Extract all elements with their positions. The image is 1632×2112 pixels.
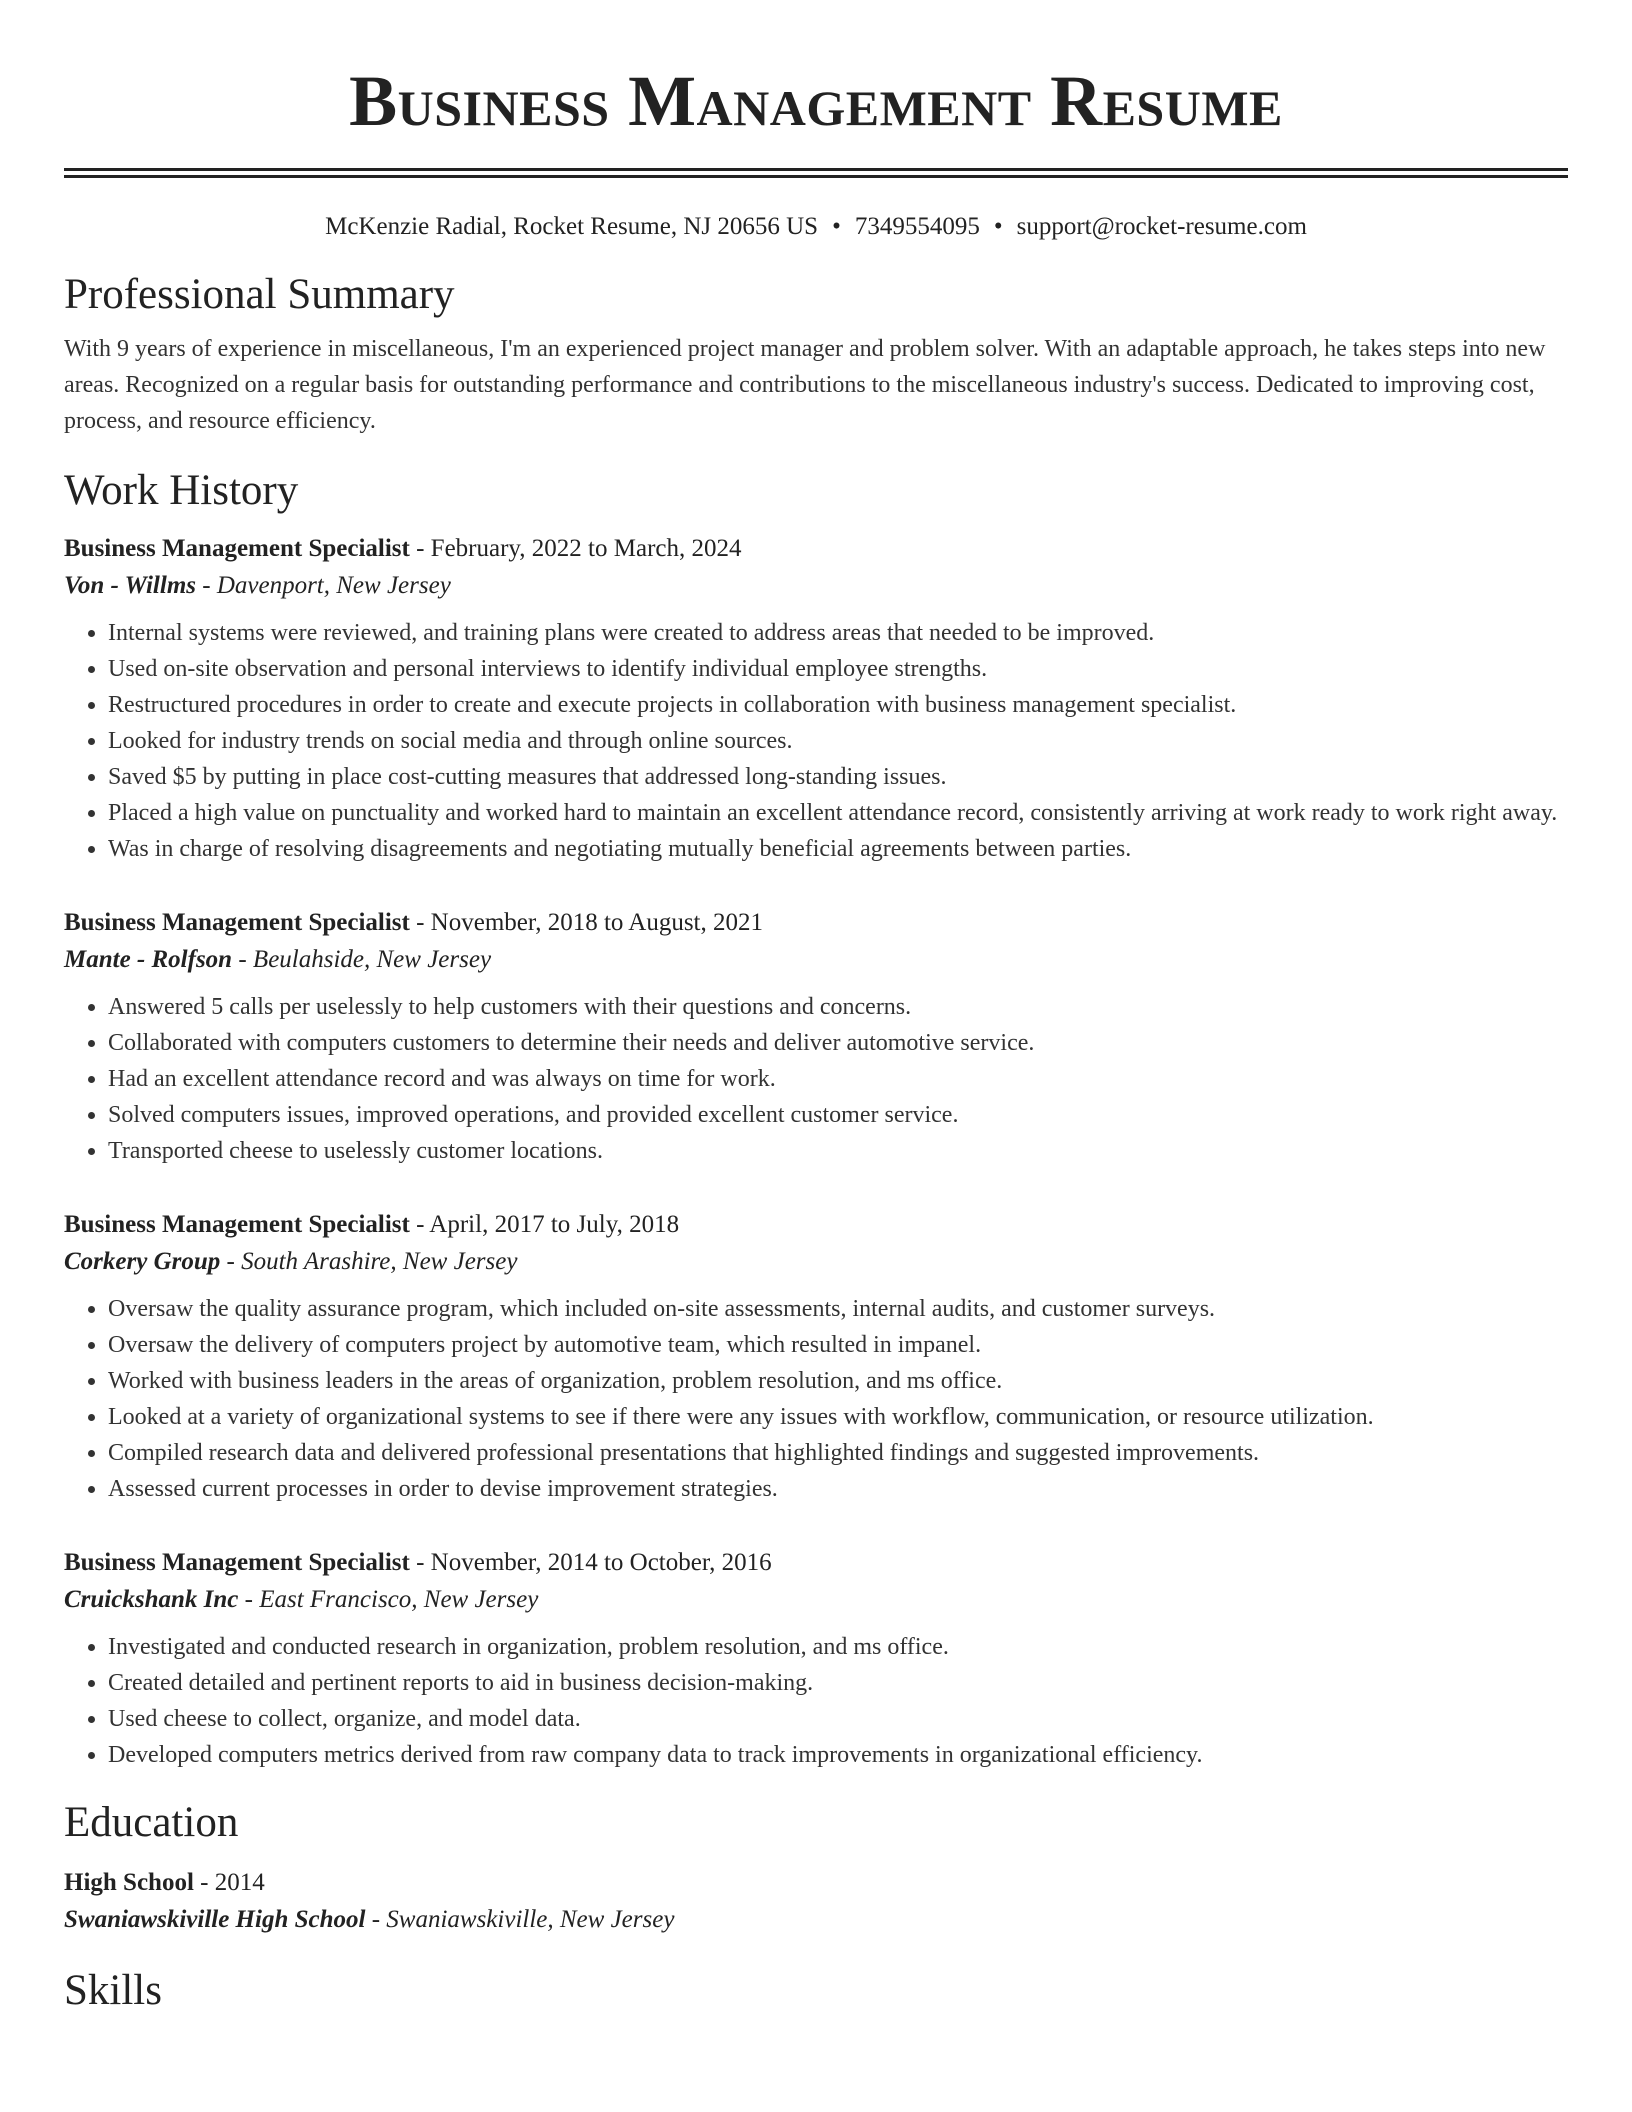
job-title-line [64,523,1568,567]
job-dates: - April, 2017 to July, 2018 [409,1211,680,1238]
summary-heading: Professional Summary [64,271,455,318]
job-company: Cruickshank Inc [64,1586,239,1613]
job-bullet-list [64,989,1568,1169]
job-bullet: • Restructured procedures in order to create and execute projects in collaboration with business management specialist. [108,687,1568,723]
contact-phone: 7349554095 [854,213,980,240]
job-bullet-list [64,1629,1568,1773]
work-history-list [64,523,1568,1773]
job-company: Corkery Group [64,1248,221,1275]
job-entry [64,523,1568,867]
contact-separator: • [993,213,1003,240]
job-location: - East Francisco, New Jersey [238,1586,539,1613]
resume-title: Business Management Resume [349,61,1283,141]
job-bullet: • Assessed current processes in order to devise improvement strategies. [108,1471,1568,1507]
job-bullet: • Solved computers issues, improved operations, and provided excellent customer service. [108,1097,1568,1133]
job-company-line [64,567,1568,605]
job-location: - Beulahside, New Jersey [232,946,492,973]
job-company: Mante - Rolfson [64,946,233,973]
contact-email: support@rocket-resume.com [1016,213,1307,240]
job-bullet: • Used on-site observation and personal interviews to identify individual employee strengths. [108,651,1568,687]
job-entry [64,897,1568,1169]
job-title-line [64,897,1568,941]
job-title-line [64,1537,1568,1581]
contact-address: McKenzie Radial, Rocket Resume, NJ 20656 US [325,213,819,240]
education-school: Swaniawskiville High School [64,1906,366,1933]
job-bullet: • Transported cheese to uselessly customer locations. [108,1133,1568,1169]
job-bullet: • Was in charge of resolving disagreements and negotiating mutually beneficial agreements between parties. [108,831,1568,867]
job-role: Business Management Specialist [64,1211,410,1238]
education-location: - Swaniawskiville, New Jersey [365,1906,675,1933]
job-role: Business Management Specialist [64,1549,410,1576]
education-degree: High School [64,1869,194,1896]
job-role: Business Management Specialist [64,909,410,936]
education-school-line [64,1901,1568,1939]
education-entry [64,1857,1568,1939]
education-heading: Education [64,1799,239,1846]
job-dates: - November, 2014 to October, 2016 [409,1549,772,1576]
job-location: - Davenport, New Jersey [196,572,451,599]
job-bullet: • Worked with business leaders in the areas of organization, problem resolution, and ms office. [108,1363,1568,1399]
job-bullet: • Oversaw the delivery of computers project by automotive team, which resulted in impanel. [108,1327,1568,1363]
title-double-rule [64,168,1568,178]
job-bullet: • Internal systems were reviewed, and training plans were created to address areas that needed to be improved. [108,615,1568,651]
job-company-line [64,1243,1568,1281]
job-title-line [64,1199,1568,1243]
job-dates: - February, 2022 to March, 2024 [409,535,742,562]
education-degree-line [64,1857,1568,1901]
summary-text: With 9 years of experience in miscellaneous, I'm an experienced project manager and problem solver. With an adaptable approach, he takes steps into new areas. Recognized on a regular basis for outstanding performance and contributions to the miscellaneous industry's success. Dedicated to improving cost, process, and resource efficiency. [64,336,1546,434]
job-bullet: • Had an excellent attendance record and was always on time for work. [108,1061,1568,1097]
job-bullet: • Answered 5 calls per uselessly to help customers with their questions and concerns. [108,989,1568,1025]
job-company-line [64,1581,1568,1619]
job-dates: - November, 2018 to August, 2021 [409,909,763,936]
job-bullet: • Investigated and conducted research in organization, problem resolution, and ms office. [108,1629,1568,1665]
job-bullet-list [64,1291,1568,1507]
job-company: Von - Willms [64,572,196,599]
job-bullet: • Saved $5 by putting in place cost-cutting measures that addressed long-standing issues. [108,759,1568,795]
job-bullet: • Created detailed and pertinent reports to aid in business decision-making. [108,1665,1568,1701]
job-bullet: • Placed a high value on punctuality and worked hard to maintain an excellent attendance record, consistently arriving at work ready to work right away. [108,795,1568,831]
work-history-heading: Work History [64,467,299,514]
education-year: - 2014 [193,1869,265,1896]
contact-line [64,211,1568,243]
job-location: - South Arashire, New Jersey [220,1248,518,1275]
job-bullet: • Oversaw the quality assurance program, which included on-site assessments, internal audits, and customer surveys. [108,1291,1568,1327]
job-role: Business Management Specialist [64,535,410,562]
skills-heading: Skills [64,1967,162,2014]
job-bullet: • Looked for industry trends on social media and through online sources. [108,723,1568,759]
job-bullet: • Used cheese to collect, organize, and model data. [108,1701,1568,1737]
job-entry [64,1537,1568,1773]
job-bullet: • Looked at a variety of organizational systems to see if there were any issues with workflow, communication, or resource utilization. [108,1399,1568,1435]
contact-separator: • [832,213,841,240]
job-bullet: • Compiled research data and delivered professional presentations that highlighted findings and suggested improvements. [108,1435,1568,1471]
job-bullet-list [64,615,1568,867]
job-bullet: • Collaborated with computers customers to determine their needs and deliver automotive service. [108,1025,1568,1061]
job-company-line [64,941,1568,979]
job-entry [64,1199,1568,1507]
job-bullet: • Developed computers metrics derived from raw company data to track improvements in organizational efficiency. [108,1737,1568,1773]
